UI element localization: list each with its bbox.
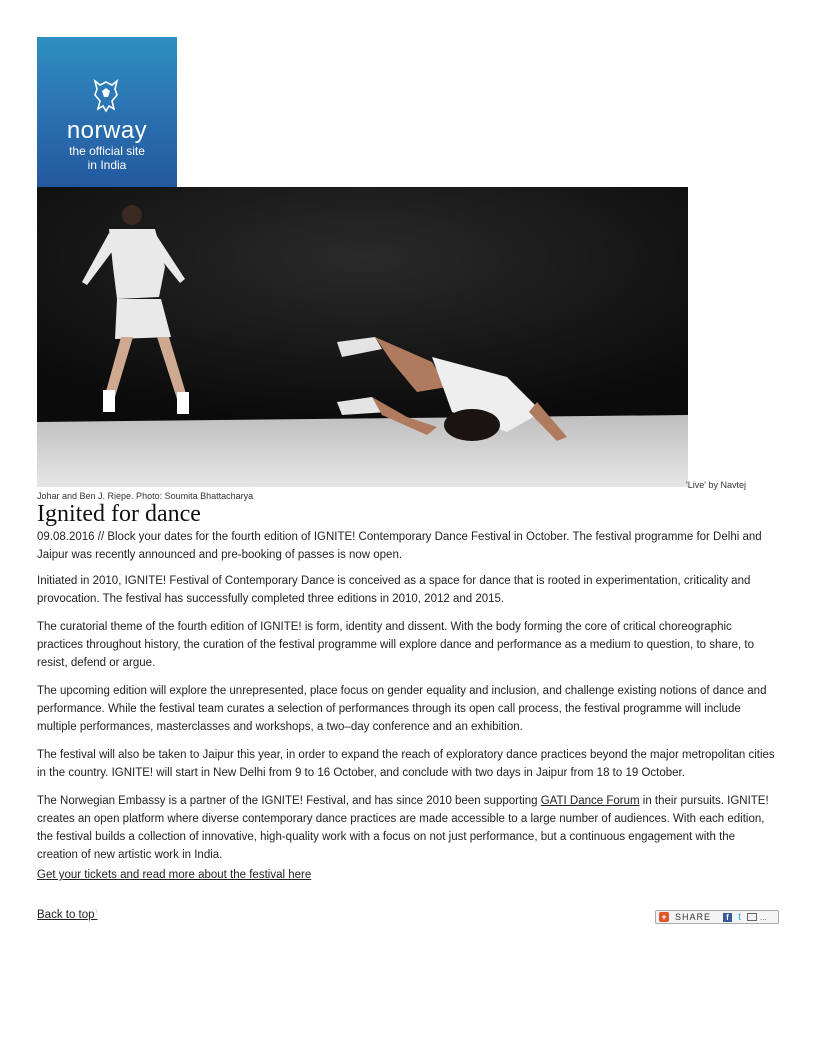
norway-logo[interactable] [37,37,177,187]
dance-photo-illustration [37,187,688,487]
article-paragraph: The curatorial theme of the fourth edition of IGNITE! is form, identity and dissent. With the body forming the core of critical choreographic practices throughout history, the curation of the festival programme will explore dance and performance as a medium to question, to share, to resist, defend or argue. [37,621,754,669]
arrow-up-icon: ↑ [94,909,98,916]
back-to-top-link[interactable] [37,909,98,921]
gati-dance-forum-link[interactable]: GATI Dance Forum [540,795,640,807]
article-paragraph: Initiated in 2010, IGNITE! Festival of Contemporary Dance is conceived as a space for dance that is rooted in experimentation, criticality and provocation. The festival has successfully completed three editions in 2010, 2012 and 2015. [37,575,751,605]
tickets-link[interactable]: Get your tickets and read more about the festival here [37,869,312,881]
twitter-icon[interactable]: t [738,911,741,923]
article-paragraph: The upcoming edition will explore the unrepresented, place focus on gender equality and inclusion, and challenge existing notions of dance and performance. While the festival team curates a selection of performances through its open call process, the festival programme will include multiple performances, masterclasses and workshops, a two–day conference and an exhibition. [37,685,767,733]
more-share-options[interactable]: ... [760,912,767,922]
back-to-top-label: Back to top [37,909,95,921]
partner-text-after: in their pursuits. IGNITE! creates an open platform where diverse contemporary dance practices are made accessible to a large number of audiences. With each edition, the festival builds a collection of innovative, high-quality work with a focus on not just performance, but a continuous engagement with the creation of new artistic work in India. [37,795,769,861]
email-icon[interactable] [747,913,757,921]
logo-subtitle [37,144,177,172]
article-lead: 09.08.2016 // Block your dates for the fourth edition of IGNITE! Contemporary Dance Festival in October. The festival programme for Delhi and Jaipur was recently announced and pre-booking of passes is now open. [37,531,762,561]
article-title: Ignited for dance [37,501,201,527]
article-photo [37,187,688,487]
logo-subtitle-line-2: in India [87,158,127,172]
partner-text-before: The Norwegian Embassy is a partner of the IGNITE! Festival, and has since 2010 been supporting [37,795,541,807]
addthis-plus-icon: + [659,912,669,922]
share-button[interactable] [655,910,779,924]
photo-caption-start: 'Live' by Navtej [686,480,746,490]
article-paragraph: The festival will also be taken to Jaipur this year, in order to expand the reach of exploratory dance practices beyond the major metropolitan cities in the country. IGNITE! will start in New Delhi from 9 to 16 October, and conclude with two days in Jaipur from 18 to 19 October. [37,749,775,779]
article-body [37,528,779,874]
lion-crest-icon [91,79,121,113]
article-paragraph-partner [37,792,779,864]
photo-caption-end: Johar and Ben J. Riepe. Photo: Soumita Bhattacharya [37,491,254,501]
logo-subtitle-line-1: the official site [69,144,145,158]
share-label: SHARE [675,912,712,922]
facebook-icon[interactable]: f [723,913,732,922]
logo-name: norway [66,117,148,144]
